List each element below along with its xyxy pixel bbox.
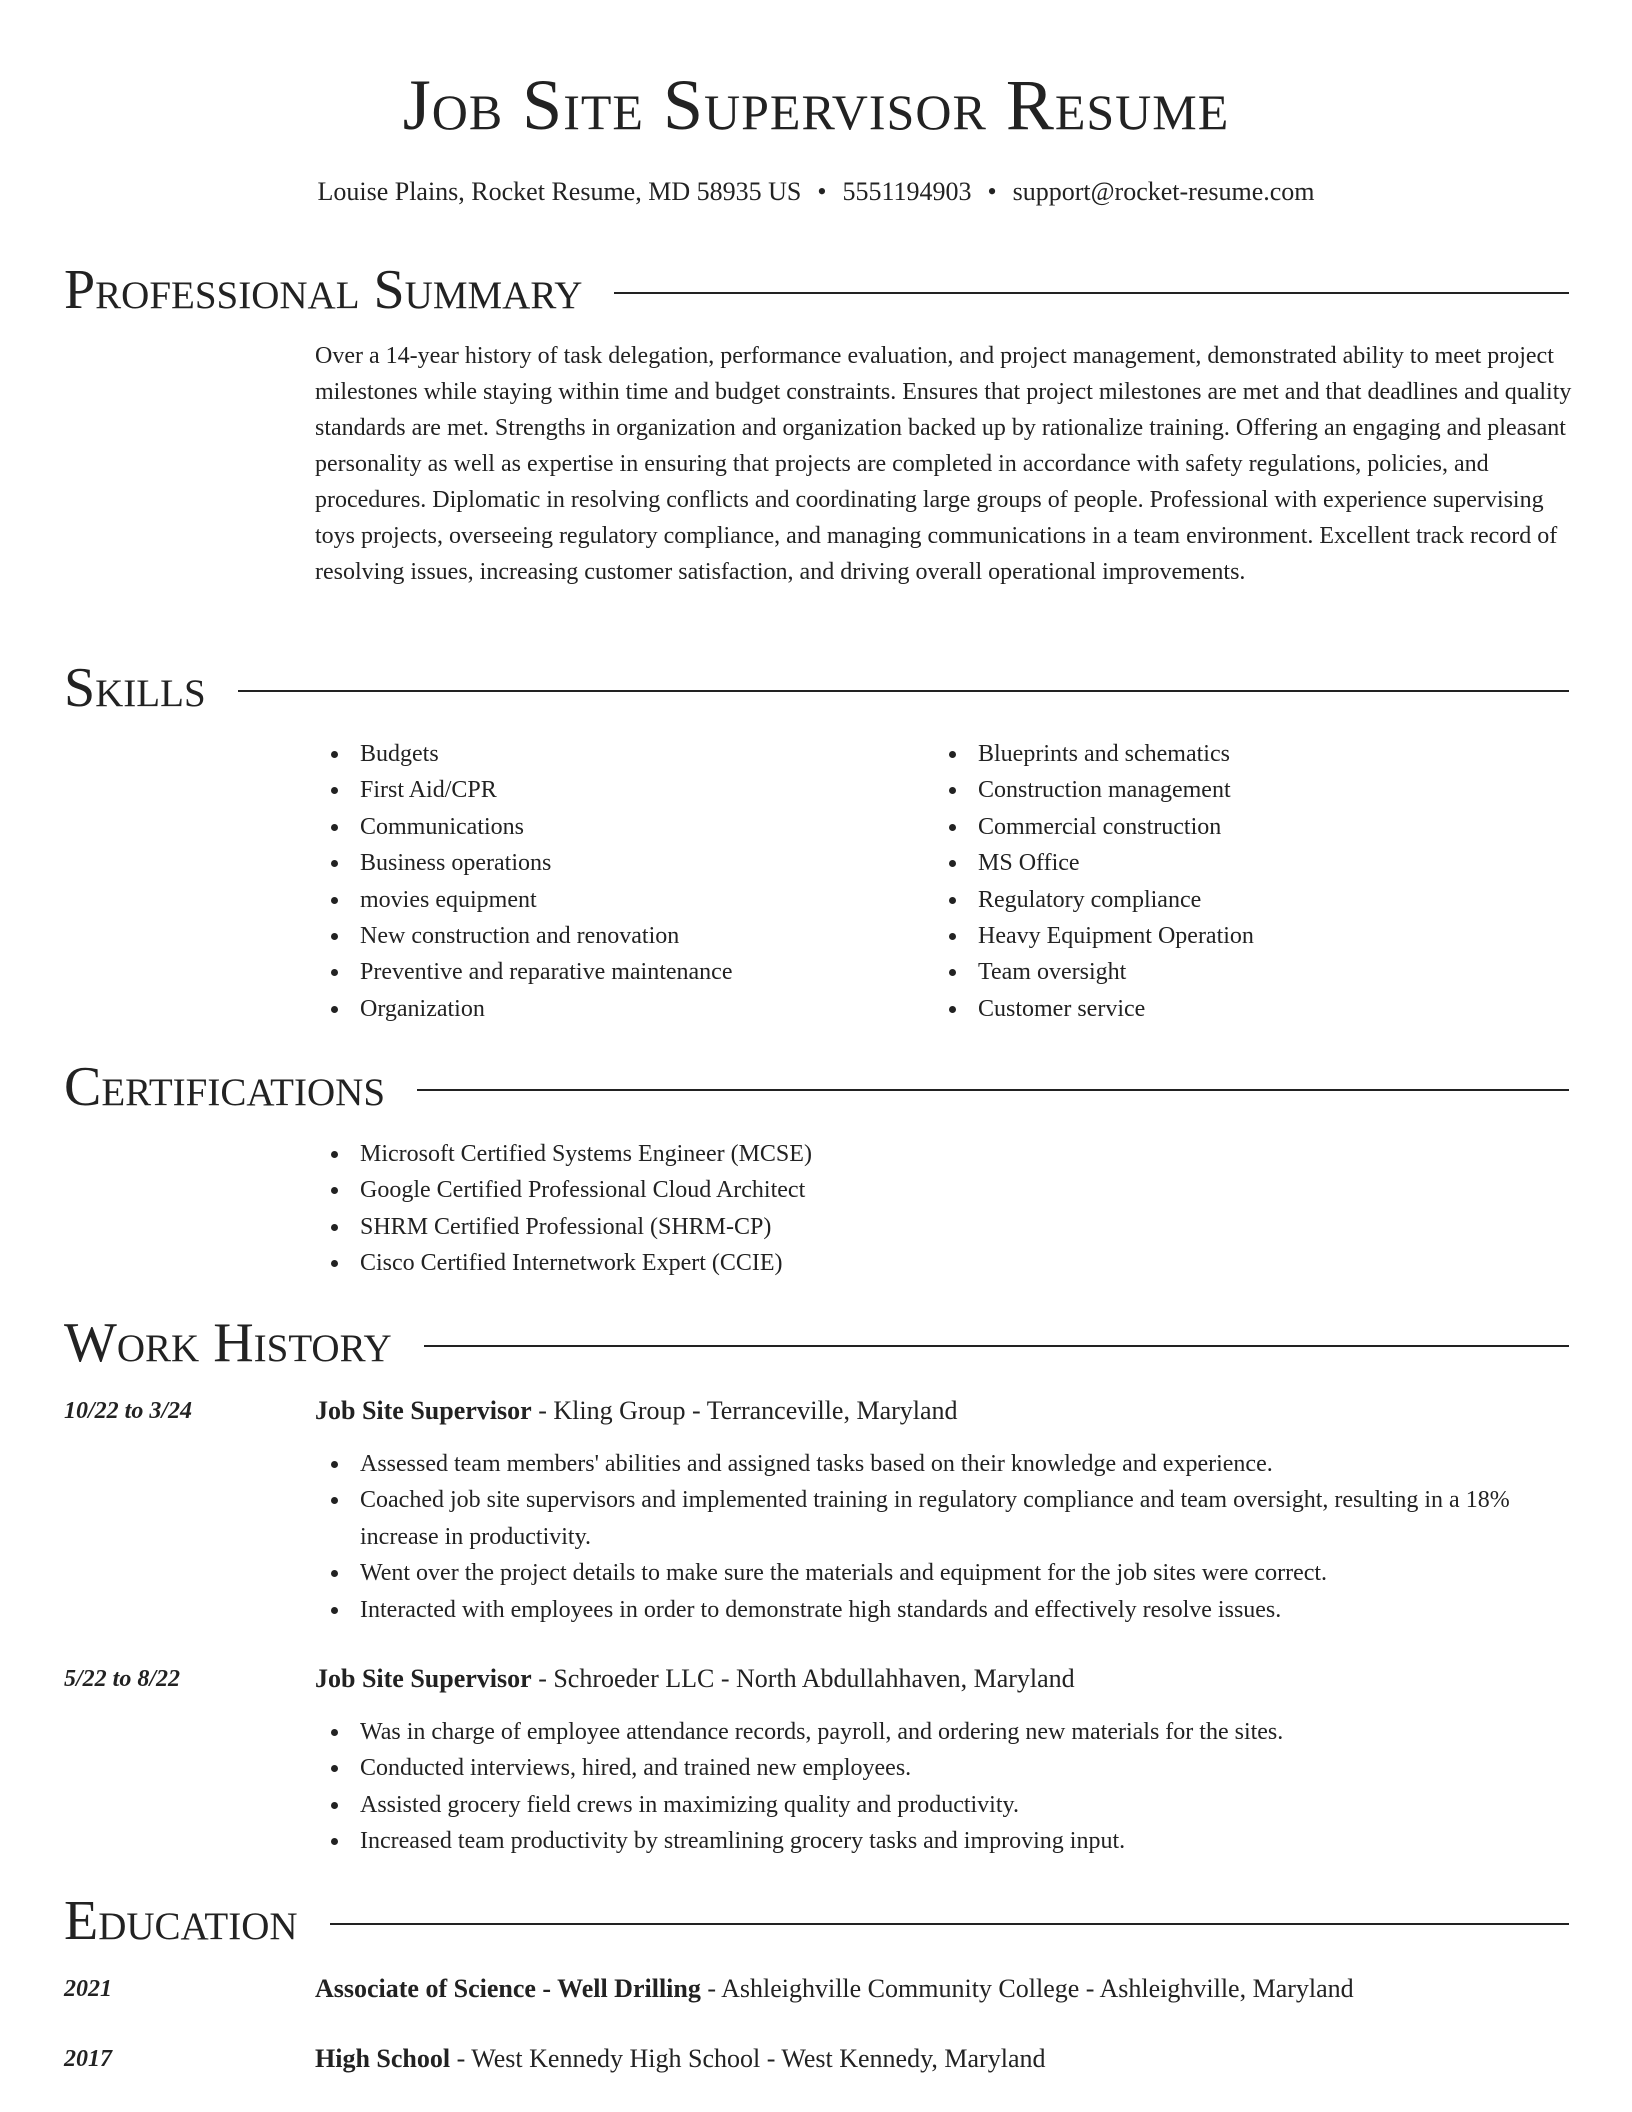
work-bullet: Conducted interviews, hired, and trained new employees. — [315, 1750, 1580, 1786]
skills-list-left — [315, 736, 895, 1027]
education-school-location: - West Kennedy High School - West Kennedy, Maryland — [450, 2044, 1046, 2073]
contact-phone: 5551194903 — [842, 177, 972, 206]
education-degree: High School — [315, 2044, 451, 2073]
section-divider — [614, 292, 1569, 294]
skill-item: Heavy Equipment Operation — [933, 918, 1553, 954]
contact-separator: • — [817, 177, 827, 206]
skill-item: movies equipment — [315, 882, 895, 918]
job-employer-location: - Schroeder LLC - North Abdullahhaven, Maryland — [531, 1664, 1075, 1693]
section-divider — [417, 1089, 1569, 1091]
certification-item: Microsoft Certified Systems Engineer (MCSE) — [315, 1136, 1575, 1172]
certification-item: SHRM Certified Professional (SHRM-CP) — [315, 1209, 1575, 1245]
work-bullet: Assisted grocery field crews in maximizing quality and productivity. — [315, 1787, 1580, 1823]
resume-title: Job Site Supervisor Resume — [402, 65, 1230, 145]
skills-list-right — [933, 736, 1553, 1027]
skill-item: Business operations — [315, 845, 895, 881]
work-bullet: Increased team productivity by streamlining grocery tasks and improving input. — [315, 1823, 1580, 1859]
contact-separator: • — [987, 177, 997, 206]
skill-item: Blueprints and schematics — [933, 736, 1553, 772]
job-title: Job Site Supervisor — [315, 1664, 532, 1693]
skill-item: New construction and renovation — [315, 918, 895, 954]
skill-item: Preventive and reparative maintenance — [315, 954, 895, 990]
section-education-header — [64, 1886, 1569, 1956]
education-heading — [315, 1971, 1354, 2007]
work-dates: 10/22 to 3/24 — [64, 1398, 193, 1424]
skill-item: Regulatory compliance — [933, 882, 1553, 918]
section-divider — [330, 1923, 1569, 1925]
contact-email: support@rocket-resume.com — [1012, 177, 1315, 206]
skill-item: Budgets — [315, 736, 895, 772]
skill-item: Communications — [315, 809, 895, 845]
section-title: Professional Summary — [64, 259, 583, 321]
section-title: Education — [64, 1890, 298, 1952]
work-dates: 5/22 to 8/22 — [64, 1666, 181, 1692]
skill-item: First Aid/CPR — [315, 772, 895, 808]
work-heading — [315, 1393, 958, 1429]
section-summary-header — [64, 255, 1569, 325]
certifications-list — [315, 1136, 1575, 1282]
education-degree: Associate of Science - Well Drilling — [315, 1974, 701, 2003]
skill-item: Customer service — [933, 991, 1553, 1027]
contact-line — [0, 174, 1632, 210]
education-heading — [315, 2041, 1045, 2077]
work-bullets — [315, 1446, 1580, 1628]
section-skills-header — [64, 653, 1569, 723]
work-heading — [315, 1661, 1075, 1697]
work-bullet: Coached job site supervisors and implemented training in regulatory compliance and team oversight, resulting in a 18% increase in productivity. — [315, 1482, 1580, 1555]
education-year: 2021 — [64, 1976, 112, 2002]
work-bullets — [315, 1714, 1580, 1860]
work-bullet: Went over the project details to make sure the materials and equipment for the job sites were correct. — [315, 1555, 1580, 1591]
education-year: 2017 — [64, 2046, 112, 2072]
section-divider — [238, 690, 1569, 692]
certification-item: Cisco Certified Internetwork Expert (CCIE) — [315, 1245, 1575, 1281]
education-school-location: - Ashleighville Community College - Ashleighville, Maryland — [700, 1974, 1354, 2003]
contact-address: Louise Plains, Rocket Resume, MD 58935 US — [317, 177, 802, 206]
work-bullet: Was in charge of employee attendance records, payroll, and ordering new materials for the sites. — [315, 1714, 1580, 1750]
job-employer-location: - Kling Group - Terranceville, Maryland — [531, 1396, 958, 1425]
section-title: Skills — [64, 657, 206, 719]
summary-paragraph: Over a 14-year history of task delegation, performance evaluation, and project management, demonstrated ability to meet project milestones while staying within time and budget constraints. Ensures that project milestones are met and that deadlines and quality standards are met. Strengths in organization and organization backed up by rationalize training. Offering an engaging and pleasant personality as well as expertise in ensuring that projects are completed in accordance with safety regulations, policies, and procedures. Diplomatic in resolving conflicts and coordinating large groups of people. Professional with experience supervising toys projects, overseeing regulatory compliance, and managing communications in a team environment. Excellent track record of resolving issues, increasing customer satisfaction, and driving overall operational improvements. — [315, 343, 1572, 585]
job-title: Job Site Supervisor — [315, 1396, 532, 1425]
section-title: Certifications — [64, 1056, 386, 1118]
skill-item: Commercial construction — [933, 809, 1553, 845]
work-bullet: Interacted with employees in order to demonstrate high standards and effectively resolve issues. — [315, 1592, 1580, 1628]
section-work-header — [64, 1308, 1569, 1378]
certification-item: Google Certified Professional Cloud Architect — [315, 1172, 1575, 1208]
skill-item: Construction management — [933, 772, 1553, 808]
skill-item: Team oversight — [933, 954, 1553, 990]
work-bullet: Assessed team members' abilities and assigned tasks based on their knowledge and experience. — [315, 1446, 1580, 1482]
skill-item: MS Office — [933, 845, 1553, 881]
section-divider — [424, 1345, 1569, 1347]
section-title: Work History — [64, 1312, 392, 1374]
skill-item: Organization — [315, 991, 895, 1027]
section-certifications-header — [64, 1052, 1569, 1122]
